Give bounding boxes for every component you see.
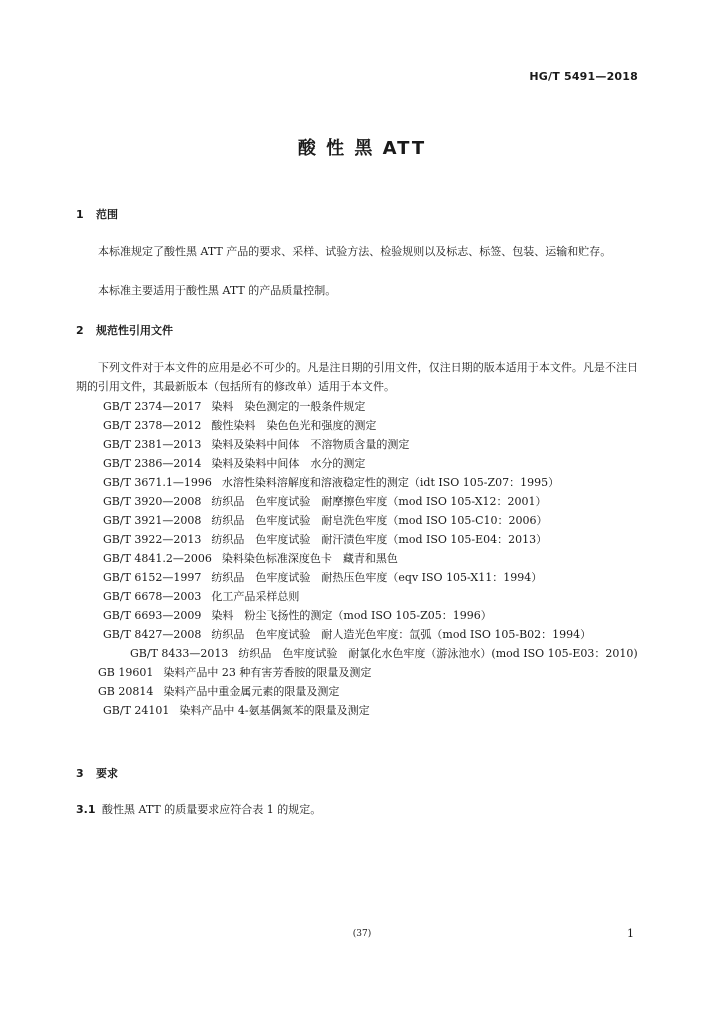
reference-item: [76, 701, 638, 720]
reference-title: 酸性染料 染色色光和强度的测定: [211, 419, 377, 432]
clause-number: 3.1: [76, 803, 96, 816]
section-3-number: 3: [76, 767, 84, 780]
reference-item: [76, 606, 638, 625]
reference-code: GB/T 24101: [103, 704, 170, 717]
reference-title: 纺织品 色牢度试验 耐人造光色牢度：氙弧（mod ISO 105-B02：1994）: [211, 628, 592, 641]
reference-code: GB/T 6152—1997: [103, 571, 202, 584]
reference-item: [76, 549, 638, 568]
reference-title: 水溶性染料溶解度和溶液稳定性的测定（idt ISO 105-Z07：1995）: [221, 476, 560, 489]
section-1-heading: [76, 206, 118, 222]
scope-paragraph-2: 本标准主要适用于酸性黑 ATT 的产品质量控制。: [98, 284, 337, 297]
reference-item: [76, 397, 638, 416]
reference-code: GB/T 3922—2013: [103, 533, 202, 546]
reference-code: GB/T 6678—2003: [103, 590, 202, 603]
reference-title: 染料产品中 4-氨基偶氮苯的限量及测定: [179, 704, 370, 717]
reference-item: [76, 682, 638, 701]
reference-list: [76, 397, 638, 720]
reference-title: 染料 粉尘飞扬性的测定（mod ISO 105-Z05：1996）: [211, 609, 492, 622]
reference-item: [76, 568, 638, 587]
document-title: 酸 性 黑 ATT: [297, 138, 427, 159]
reference-code: GB/T 6693—2009: [103, 609, 202, 622]
reference-code: GB/T 8433—2013: [130, 647, 229, 660]
reference-title: 染料染色标准深度色卡 藏青和黑色: [221, 552, 398, 565]
reference-code: GB/T 2381—2013: [103, 438, 202, 451]
reference-item: [76, 492, 638, 511]
reference-code: GB/T 4841.2—2006: [103, 552, 212, 565]
reference-item: [76, 663, 638, 682]
reference-code: GB/T 8427—2008: [103, 628, 202, 641]
reference-title: 染料产品中 23 种有害芳香胺的限量及测定: [163, 666, 372, 679]
standard-code: HG/T 5491—2018: [529, 70, 638, 83]
reference-code: GB/T 2378—2012: [103, 419, 202, 432]
reference-code: GB/T 3921—2008: [103, 514, 202, 527]
reference-code: GB 20814: [98, 685, 154, 698]
clause-text: 酸性黑 ATT 的质量要求应符合表 1 的规定。: [102, 803, 322, 816]
reference-item: [76, 587, 638, 606]
reference-item: [76, 625, 638, 644]
reference-code: GB/T 3671.1—1996: [103, 476, 212, 489]
reference-item: [76, 644, 638, 663]
reference-item: [76, 530, 638, 549]
section-1-number: 1: [76, 208, 84, 221]
reference-item: [76, 511, 638, 530]
clause-3-1: [76, 801, 321, 817]
reference-item: [76, 454, 638, 473]
reference-title: 染料 染色测定的一般条件规定: [211, 400, 366, 413]
section-1-title: 范围: [96, 208, 118, 221]
reference-title: 纺织品 色牢度试验 耐摩擦色牢度（mod ISO 105-X12：2001）: [211, 495, 547, 508]
reference-code: GB/T 2374—2017: [103, 400, 202, 413]
reference-item: [76, 416, 638, 435]
reference-title: 纺织品 色牢度试验 耐皂洗色牢度（mod ISO 105-C10：2006）: [211, 514, 548, 527]
references-intro: 下列文件对于本文件的应用是必不可少的。凡是注日期的引用文件，仅注日期的版本适用于本文件。凡是不注日期的引用文件，其最新版本（包括所有的修改单）适用于本文件。: [76, 361, 638, 393]
reference-title: 纺织品 色牢度试验 耐汗渍色牢度（mod ISO 105-E04：2013）: [211, 533, 548, 546]
section-2-heading: [76, 322, 173, 338]
reference-title: 化工产品采样总则: [211, 590, 300, 603]
reference-title: 染料及染料中间体 不溶物质含量的测定: [211, 438, 410, 451]
reference-title: 染料及染料中间体 水分的测定: [211, 457, 366, 470]
reference-title: 纺织品 色牢度试验 耐氯化水色牢度（游泳池水）(mod ISO 105-E03：2010): [238, 647, 638, 660]
reference-code: GB/T 2386—2014: [103, 457, 202, 470]
section-3-heading: [76, 765, 118, 781]
reference-title: 纺织品 色牢度试验 耐热压色牢度（eqv ISO 105-X11：1994）: [211, 571, 543, 584]
reference-item: [76, 435, 638, 454]
page-number: 1: [627, 927, 634, 940]
scope-paragraph-1: 本标准规定了酸性黑 ATT 产品的要求、采样、试验方法、检验规则以及标志、标签、包装、运输和贮存。: [98, 245, 612, 258]
reference-code: GB 19601: [98, 666, 154, 679]
reference-code: GB/T 3920—2008: [103, 495, 202, 508]
reference-item: [76, 473, 638, 492]
page-sequence: (37): [352, 929, 372, 939]
section-2-number: 2: [76, 324, 84, 337]
section-2-title: 规范性引用文件: [96, 324, 173, 337]
reference-title: 染料产品中重金属元素的限量及测定: [163, 685, 340, 698]
section-3-title: 要求: [96, 767, 118, 780]
